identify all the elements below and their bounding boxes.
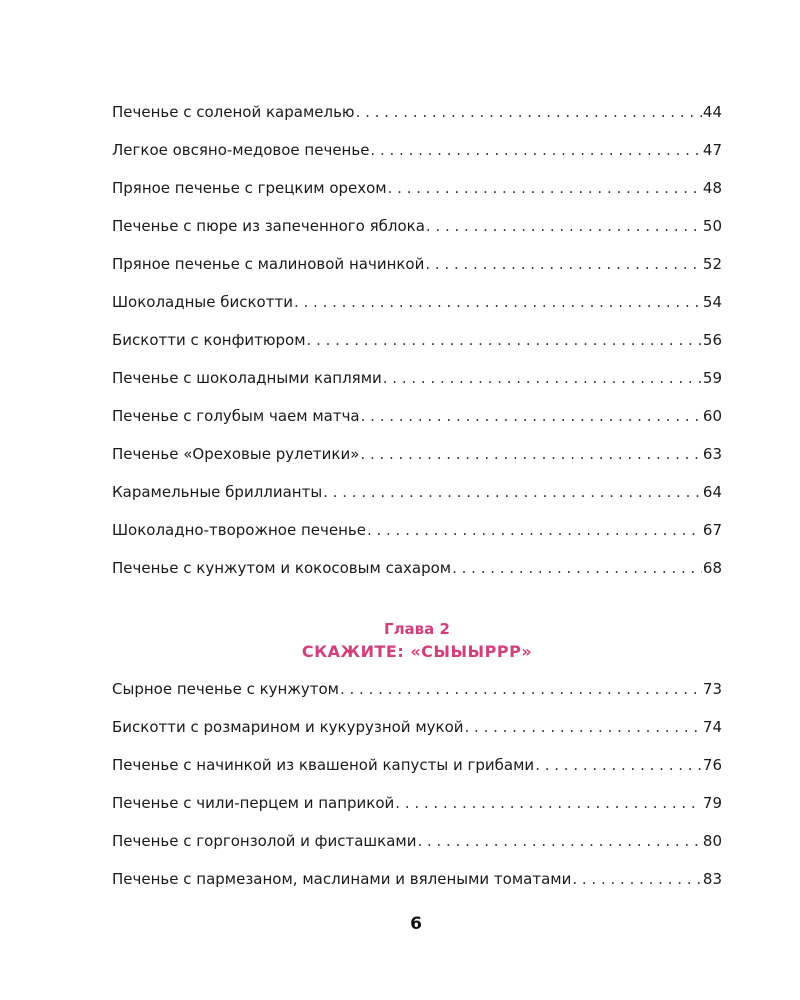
- toc-leader-dots: [360, 442, 702, 466]
- toc-entry-page: 56: [702, 331, 722, 349]
- toc-leader-dots: [294, 290, 702, 314]
- toc-entry-page: 50: [702, 217, 722, 235]
- toc-leader-dots: [572, 867, 702, 891]
- toc-entry-title: Бискотти с конфитюром: [112, 331, 306, 349]
- toc-leader-dots: [323, 480, 702, 504]
- chapter-label: Глава 2: [384, 620, 450, 638]
- toc-entry-title: Печенье с шоколадными каплями: [112, 369, 382, 387]
- toc-entry[interactable]: [112, 176, 722, 214]
- toc-entry[interactable]: [112, 715, 722, 753]
- toc-entry-page: 48: [702, 179, 722, 197]
- toc-entry-title: Карамельные бриллианты: [112, 483, 323, 501]
- toc-leader-dots: [535, 753, 702, 777]
- toc-entry[interactable]: [112, 290, 722, 328]
- toc-entry-title: Пряное печенье с грецким орехом: [112, 179, 387, 197]
- toc-leader-dots: [426, 214, 702, 238]
- toc-entry[interactable]: [112, 328, 722, 366]
- toc-leader-dots: [361, 404, 702, 428]
- toc-entry[interactable]: [112, 404, 722, 442]
- toc-entry-page: 67: [702, 521, 722, 539]
- toc-entry-page: 44: [702, 103, 722, 121]
- toc-entry-page: 80: [702, 832, 722, 850]
- toc-entry-page: 79: [702, 794, 722, 812]
- toc-entry-title: Печенье с кунжутом и кокосовым сахаром: [112, 559, 452, 577]
- toc-entry-title: Печенье с соленой карамелью: [112, 103, 355, 121]
- toc-entry-page: 54: [702, 293, 722, 311]
- toc-entry[interactable]: [112, 753, 722, 791]
- toc-entry[interactable]: [112, 518, 722, 556]
- toc-leader-dots: [425, 252, 702, 276]
- toc-entry-title: Печенье с пармезаном, маслинами и вялеными томатами: [112, 870, 572, 888]
- toc-entry[interactable]: [112, 791, 722, 829]
- toc-entry[interactable]: [112, 252, 722, 290]
- toc-entry-title: Сырное печенье с кунжутом: [112, 680, 339, 698]
- toc-entry-page: 64: [702, 483, 722, 501]
- toc-entry-page: 52: [702, 255, 722, 273]
- toc-entry-title: Печенье с пюре из запеченного яблока: [112, 217, 425, 235]
- toc-entry[interactable]: [112, 556, 722, 594]
- chapter-title: СКАЖИТЕ: «СЫЫЫРРР»: [301, 642, 533, 661]
- toc-entry-title: Печенье с чили-перцем и паприкой: [112, 794, 395, 812]
- toc-entry[interactable]: [112, 442, 722, 480]
- toc-entry-page: 47: [702, 141, 722, 159]
- toc-entry-title: Легкое овсяно-медовое печенье: [112, 141, 370, 159]
- toc-leader-dots: [465, 715, 702, 739]
- toc-entry[interactable]: [112, 138, 722, 176]
- toc-leader-dots: [356, 100, 702, 124]
- toc-leader-dots: [370, 138, 701, 162]
- toc-leader-dots: [307, 328, 702, 352]
- toc-entry[interactable]: [112, 867, 722, 905]
- toc-leader-dots: [388, 176, 702, 200]
- chapter-heading: [112, 618, 722, 664]
- toc-entry[interactable]: [112, 829, 722, 867]
- toc-entry-title: Шоколадно-творожное печенье: [112, 521, 366, 539]
- toc-leader-dots: [395, 791, 702, 815]
- toc-leader-dots: [383, 366, 702, 390]
- toc-entry-page: 73: [702, 680, 722, 698]
- toc-entry[interactable]: [112, 677, 722, 715]
- toc-entry[interactable]: [112, 366, 722, 404]
- toc-entry-title: Печенье с начинкой из квашеной капусты и грибами: [112, 756, 535, 774]
- toc-entry[interactable]: [112, 214, 722, 252]
- toc-list-chapter-2: [112, 677, 722, 905]
- toc-entry-page: 63: [702, 445, 722, 463]
- toc-list-chapter-1: [112, 100, 722, 594]
- toc-leader-dots: [367, 518, 702, 542]
- toc-entry-title: Печенье «Ореховые рулетики»: [112, 445, 360, 463]
- toc-entry-title: Шоколадные бискотти: [112, 293, 293, 311]
- toc-entry-page: 68: [702, 559, 722, 577]
- toc-entry-page: 83: [702, 870, 722, 888]
- toc-entry[interactable]: [112, 480, 722, 518]
- toc-entry-page: 60: [702, 407, 722, 425]
- toc-entry-page: 59: [702, 369, 722, 387]
- toc-entry-title: Бискотти с розмарином и кукурузной мукой: [112, 718, 464, 736]
- toc-leader-dots: [452, 556, 702, 580]
- toc-entry-title: Печенье с голубым чаем матча: [112, 407, 360, 425]
- toc-leader-dots: [340, 677, 702, 701]
- toc-leader-dots: [417, 829, 701, 853]
- page-number: 6: [410, 914, 422, 934]
- toc-entry[interactable]: [112, 100, 722, 138]
- toc-entry-page: 76: [702, 756, 722, 774]
- toc-entry-title: Пряное печенье с малиновой начинкой: [112, 255, 425, 273]
- toc-entry-page: 74: [702, 718, 722, 736]
- toc-entry-title: Печенье с горгонзолой и фисташками: [112, 832, 417, 850]
